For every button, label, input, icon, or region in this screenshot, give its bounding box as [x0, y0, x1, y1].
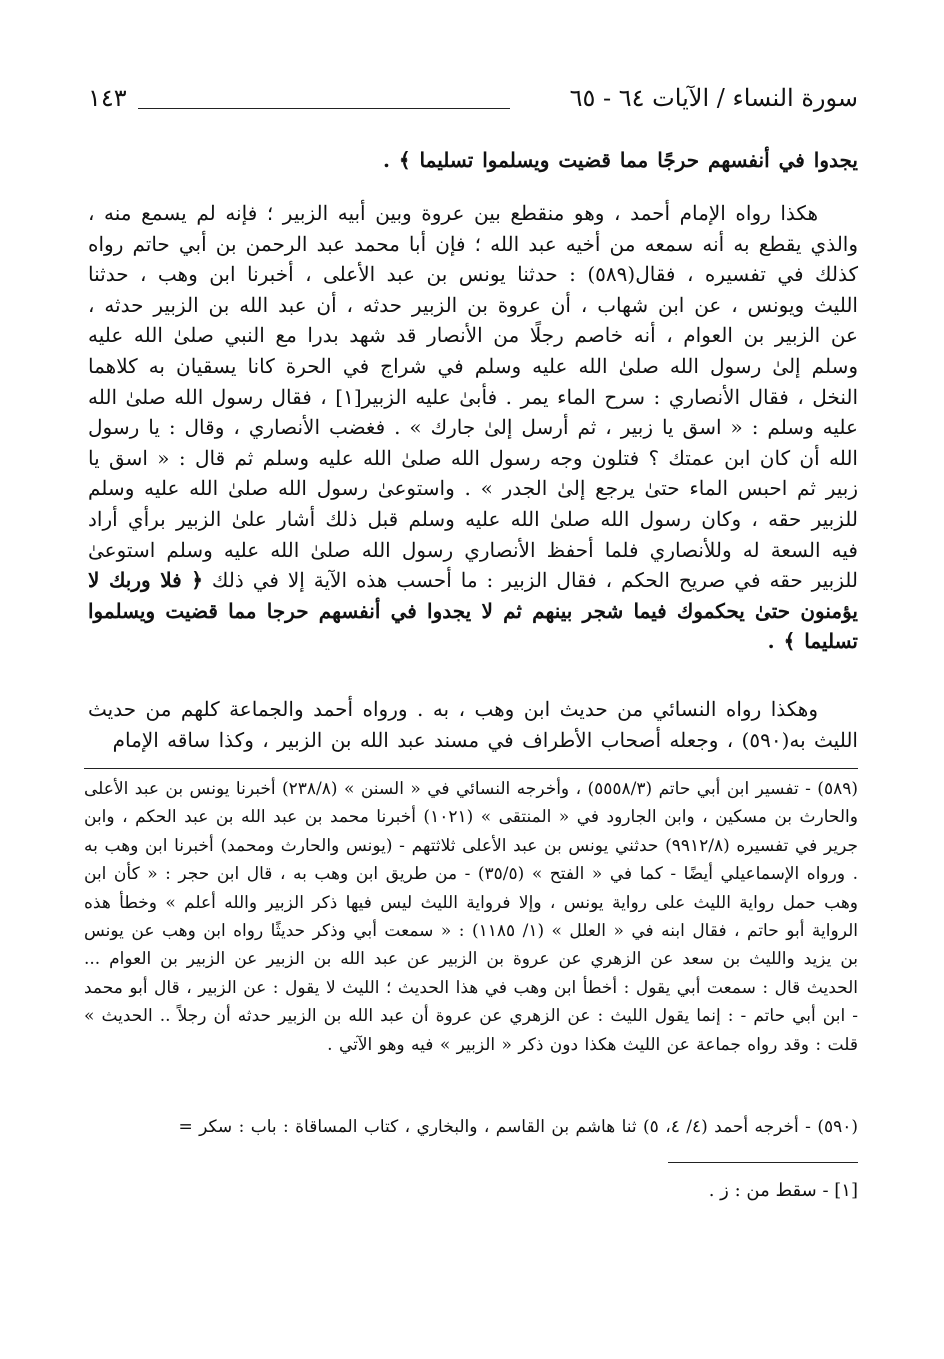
editor-note-rule	[668, 1162, 858, 1163]
footnote-rule	[84, 768, 858, 769]
verse-continuation-block	[88, 145, 858, 176]
editor-note-text: - سقط من : ز .	[708, 1180, 829, 1201]
verse-continuation: يجدوا في أنفسهم حرجًا مما قضيت ويسلموا تسليما ﴾ .	[382, 148, 858, 172]
editor-note-marker: [١]	[834, 1180, 858, 1201]
editor-note	[709, 1180, 858, 1201]
page-number: ١٤٣	[88, 84, 127, 112]
footnote-590	[84, 1113, 858, 1141]
footnote-589	[84, 775, 858, 1059]
quoted-verse: ﴿ فلا وربك لا يؤمنون حتىٰ يحكموك فيما شجر بينهم ثم لا يجدوا في أنفسهم حرجا مما قضيت ويسلموا تسليما ﴾ .	[88, 568, 858, 654]
running-title: سورة النساء / الآيات ٦٤ - ٦٥	[569, 84, 858, 112]
closing-paragraph: وهكذا رواه النسائي من حديث ابن وهب ، به . ورواه أحمد والجماعة كلهم من حديث الليث به(٥٩٠) ، وجعله أصحاب الأطراف في مسند عبد الله بن الزبير ، وكذا ساقه الإمام	[88, 697, 858, 752]
commentary-paragraph	[88, 198, 858, 657]
main-commentary-block	[88, 198, 858, 657]
closing-block	[88, 694, 858, 755]
header-rule	[138, 108, 510, 109]
footnote-589-text: (٥٨٩) - تفسير ابن أبي حاتم (٥٥٥٨/٣) ، وأخرجه النسائي في « السنن » (٢٣٨/٨) أخبرنا يونس بن عبد الأعلى والحارث بن مسكين ، وابن الجارود في « المنتقى » (١٠٢١) أخبرنا محمد بن عبد الله بن عبد الحكم ، وابن جرير في تفسيره (٩٩١٢/٨) حدثني يونس بن عبد الأعلى ثلاثتهم - (يونس والحارث ومحمد) أخبرنا ابن وهب به . ورواه الإسماعيلي أيضًا - كما في « الفتح » (٣٥/٥) - من طريق ابن وهب به ، قال ابن حجر : « كأن ابن وهب حمل رواية الليث على رواية يونس ، وإلا فرواية الليث ليس فيها ذكر الزبير والله أعلم » وخطأ هذه الرواية أبو حاتم ، فقال ابنه في « العلل » (١/ ١١٨٥) : « سمعت أبي وذكر حديثًا رواه ابن وهب عن يونس بن يزيد والليث بن سعد عن الزهري عن عروة بن الزبير عن عبد الله بن الزبير عن الزبير بن العوام ... الحديث قال : سمعت أبي يقول : أخطأ ابن وهب في هذا الحديث ؛ الليث لا يقول : عن الزبير ، قال أبو محمد - ابن أبي حاتم - : إنما يقول الليث : عن الزهري عن عروة أن عبد الله بن الزبير حدثه أن رجلاً .. الحديث » قلت : وقد رواه جماعة عن الليث هكذا دون ذكر « الزبير » فيه وهو الآتي .	[84, 779, 858, 1055]
commentary-text: هكذا رواه الإمام أحمد ، وهو منقطع بين عروة وبين أبيه الزبير ؛ فإنه لم يسمع منه ، والذي يقطع به أنه سمعه من أخيه عبد الله ؛ فإن أبا محمد عبد الرحمن بن أبي حاتم رواه كذلك في تفسيره ، فقال(٥٨٩) : حدثنا يونس بن عبد الأعلى ، أخبرنا ابن وهب ، حدثنا الليث ويونس ، عن ابن شهاب ، أن عروة بن الزبير حدثه ، أن عبد الله بن الزبير حدثه ، عن الزبير بن العوام ، أنه خاصم رجلًا من الأنصار قد شهد بدرا مع النبي صلىٰ الله عليه وسلم إلىٰ رسول الله صلىٰ الله عليه وسلم في شراج في الحرة كانا يسقيان به كلاهما النخل ، فقال الأنصاري : سرح الماء يمر . فأبىٰ عليه الزبير[١] ، فقال رسول الله صلىٰ الله عليه وسلم : « اسق يا زبير ، ثم أرسل إلىٰ جارك » . فغضب الأنصاري ، وقال : يا رسول الله أن كان ابن عمتك ؟ فتلون وجه رسول الله صلىٰ الله عليه وسلم ثم قال : « اسق يا زبير ثم احبس الماء حتىٰ يرجع إلىٰ الجدر » . واستوعىٰ رسول الله صلىٰ الله عليه وسلم للزبير حقه ، وكان رسول الله صلىٰ الله عليه وسلم قبل ذلك أشار علىٰ الزبير برأي أراد فيه السعة له وللأنصاري فلما أحفظ الأنصاري رسول الله صلىٰ الله عليه وسلم استوعىٰ للزبير حقه في صريح الحكم ، فقال الزبير : ما أحسب هذه الآية إلا في ذلك	[88, 201, 859, 593]
footnote-590-text: (٥٩٠) - أخرجه أحمد (٤/ ٤، ٥) ثنا هاشم بن القاسم ، والبخاري ، كتاب المساقاة : باب : سكر =	[178, 1117, 858, 1137]
page-header	[88, 82, 858, 122]
